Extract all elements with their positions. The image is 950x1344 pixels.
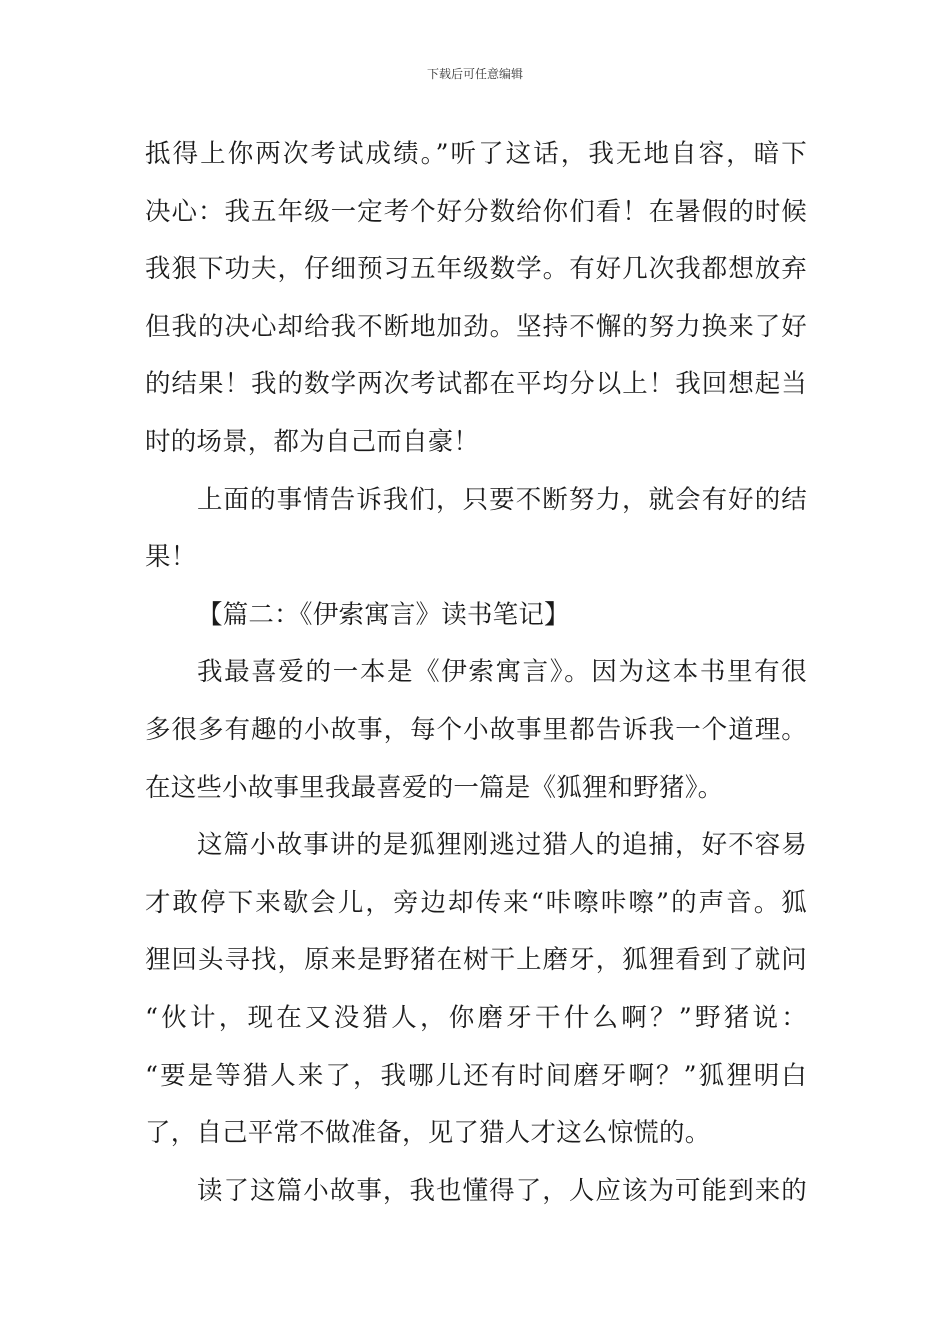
- paragraph-line: 但我的决心却给我不断地加劲。坚持不懈的努力换来了好: [145, 311, 807, 342]
- paragraph-line: 上面的事情告诉我们，只要不断努力，就会有好的结: [197, 484, 807, 515]
- paragraph-line: 了，自己平常不做准备，见了猎人才这么惊慌的。: [145, 1118, 711, 1149]
- paragraph-line: 多很多有趣的小故事，每个小故事里都告诉我一个道理。: [145, 714, 807, 745]
- paragraph-line: 抵得上你两次考试成绩。”听了这话，我无地自容，暗下: [145, 139, 807, 169]
- document-body: [145, 126, 807, 1220]
- section-heading: 【篇二：《伊索寓言》读书笔记】: [197, 599, 570, 630]
- paragraph-line: 才敢停下来歇会儿，旁边却传来“咔嚓咔嚓”的声音。狐: [145, 887, 807, 918]
- paragraph-line: 这篇小故事讲的是狐狸刚逃过猎人的追捕，好不容易: [197, 830, 807, 861]
- paragraph-line: 狸回头寻找，原来是野猪在树干上磨牙，狐狸看到了就问: [145, 945, 807, 976]
- paragraph-line: 在这些小故事里我最喜爱的一篇是《狐狸和野猪》。: [145, 772, 724, 803]
- paragraph-line: 的结果！我的数学两次考试都在平均分以上！我回想起当: [145, 369, 807, 400]
- paragraph-line: 时的场景，都为自己而自豪！: [145, 426, 480, 457]
- paragraph-line: “要是等猎人来了，我哪儿还有时间磨牙啊？”狐狸明白: [145, 1060, 807, 1091]
- paragraph-line: 我最喜爱的一本是《伊索寓言》。因为这本书里有很: [197, 657, 807, 688]
- paragraph-line: 决心：我五年级一定考个好分数给你们看！在暑假的时候: [145, 196, 807, 227]
- paragraph-line: “伙计，现在又没猎人，你磨牙干什么啊？”野猪说：: [145, 1002, 807, 1033]
- paragraph-line: 我狠下功夫，仔细预习五年级数学。有好几次我都想放弃: [145, 254, 807, 285]
- paragraph-line: 读了这篇小故事，我也懂得了，人应该为可能到来的: [197, 1175, 807, 1206]
- paragraph-line: 果！: [145, 542, 197, 573]
- page-header: 下载后可任意编辑: [426, 67, 523, 81]
